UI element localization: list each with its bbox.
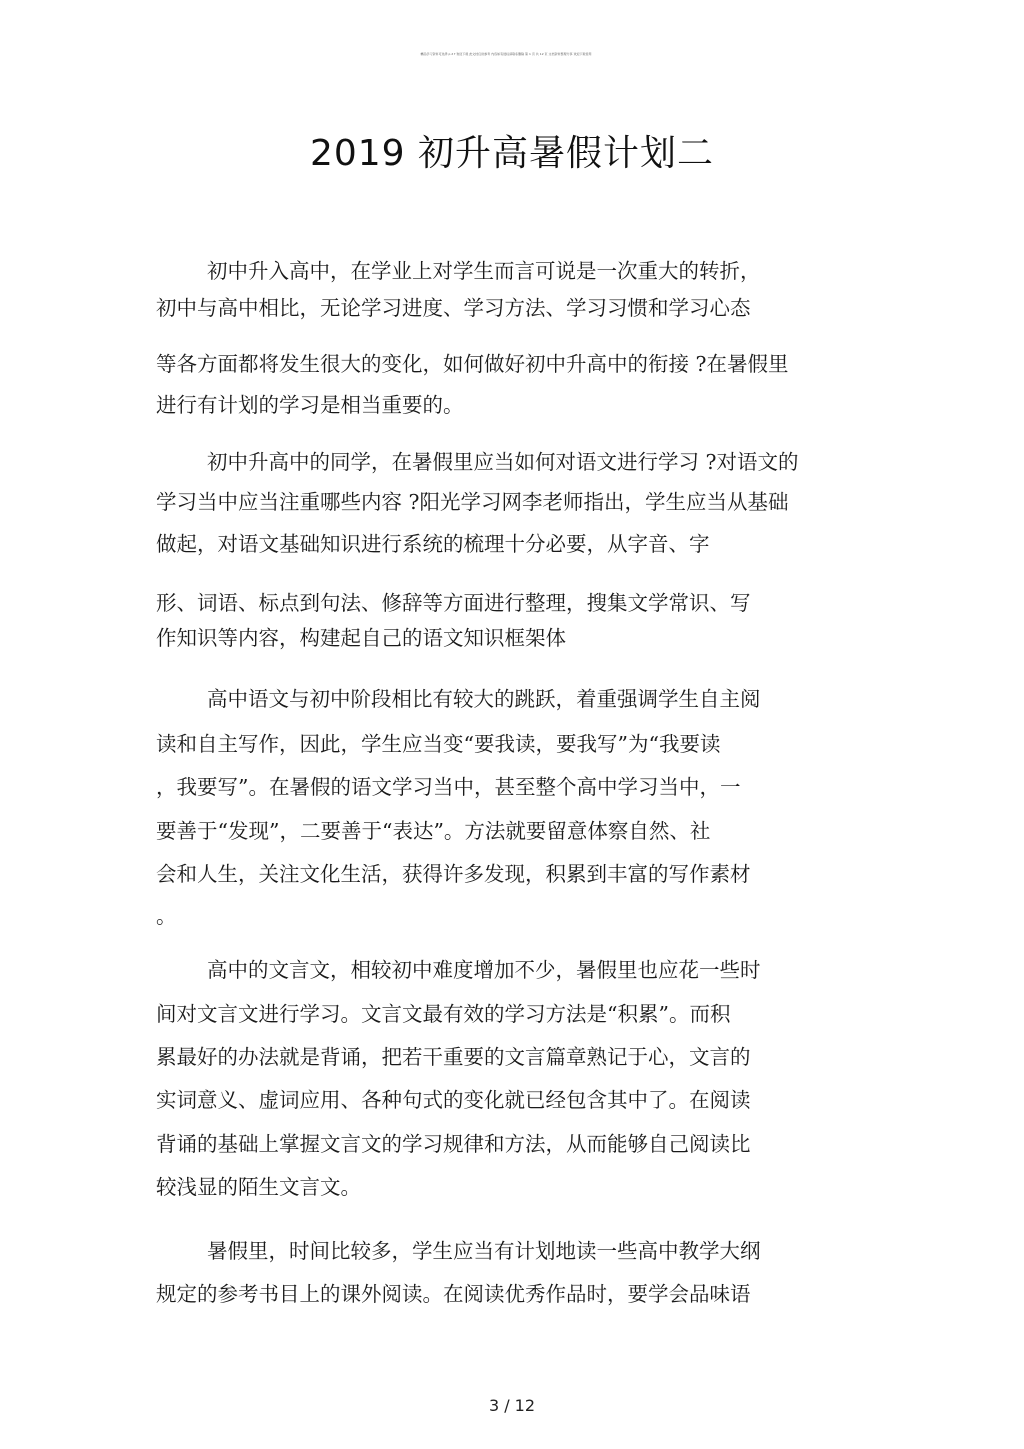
body-line: 做起，对语文基础知识进行系统的梳理十分必要，从字音、字: [156, 532, 710, 556]
body-line: 暑假里，时间比较多，学生应当有计划地读一些高中教学大纲: [207, 1239, 761, 1263]
body-line: 初中升高中的同学，在暑假里应当如何对语文进行学习 ?对语文的: [207, 450, 799, 474]
body-line: 较浅显的陌生文言文。: [156, 1175, 361, 1199]
body-line: 等各方面都将发生很大的变化，如何做好初中升高中的衔接 ?在暑假里: [156, 352, 789, 376]
body-line: 要善于“发现”，二要善于“表达”。方法就要留意体察自然、社: [156, 819, 711, 843]
body-line: 学习当中应当注重哪些内容 ?阳光学习网李老师指出，学生应当从基础: [156, 490, 789, 514]
header-fine-print: 精品学习资料可选择 p d f 欢迎下载 此文档仅供参考 内容如有侵权请联系删除 第 1 页 共 12 页 文档资料整理分享 欢迎下载使用: [420, 52, 592, 56]
body-line: 规定的参考书目上的课外阅读。在阅读优秀作品时，要学会品味语: [156, 1282, 751, 1306]
body-line: 进行有计划的学习是相当重要的。: [156, 393, 464, 417]
body-line: ，我要写”。在暑假的语文学习当中，甚至整个高中学习当中，一: [156, 775, 741, 799]
body-line: 高中的文言文，相较初中难度增加不少，暑假里也应花一些时: [207, 958, 761, 982]
page-title: 2019 初升高暑假计划二: [309, 133, 715, 174]
body-line: 初中与高中相比，无论学习进度、学习方法、学习习惯和学习心态: [156, 296, 751, 320]
body-line: 会和人生，关注文化生活，获得许多发现，积累到丰富的写作素材: [156, 862, 751, 886]
body-line: 实词意义、虚词应用、各种句式的变化就已经包含其中了。在阅读: [156, 1088, 751, 1112]
body-line: 累最好的办法就是背诵，把若干重要的文言篇章熟记于心，文言的: [156, 1045, 751, 1069]
body-line: 形、词语、标点到句法、修辞等方面进行整理，搜集文学常识、写: [156, 591, 751, 615]
body-line: 作知识等内容，构建起自己的语文知识框架体: [156, 626, 566, 650]
body-line: 初中升入高中，在学业上对学生而言可说是一次重大的转折，: [207, 259, 761, 283]
page-number: 3 / 12: [488, 1396, 536, 1415]
body-line: 读和自主写作，因此，学生应当变“要我读，要我写”为“我要读: [156, 732, 721, 756]
body-line: 背诵的基础上掌握文言文的学习规律和方法，从而能够自己阅读比: [156, 1132, 751, 1156]
body-line: 间对文言文进行学习。文言文最有效的学习方法是“积累”。而积: [156, 1002, 731, 1026]
body-line: 。: [156, 904, 177, 928]
body-line: 高中语文与初中阶段相比有较大的跳跃，着重强调学生自主阅: [207, 687, 761, 711]
